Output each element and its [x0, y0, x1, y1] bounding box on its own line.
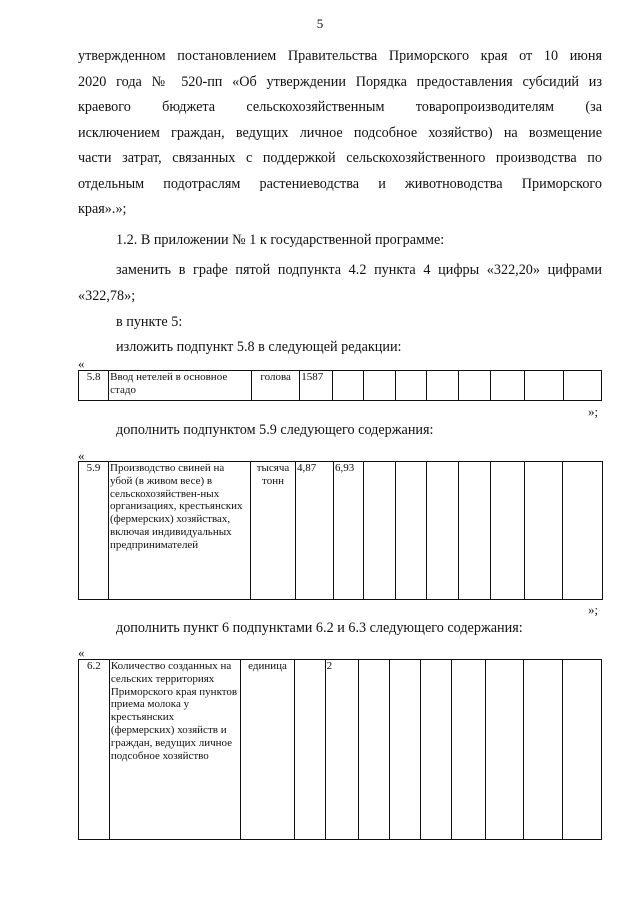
item-1-2: 1.2. В приложении № 1 к государственной программе: — [116, 232, 445, 248]
value-cell — [525, 371, 563, 401]
value-cell — [390, 660, 421, 840]
add-5-9-instruction: дополнить подпунктом 5.9 следующего содержания: — [116, 422, 434, 438]
intro-line: утвержденном постановлением Правительства Приморского края от 10 июня — [78, 48, 602, 64]
value-cell — [485, 660, 523, 840]
intro-line: исключением граждан, ведущих личное подсобное хозяйство) на возмещение — [78, 124, 602, 141]
indicator-name: Количество созданных на сельских территориях Приморского края пунктов приема молока у крестьянских (фермерских) хозяйств и граждан, ведущих личное подсобное хозяйство — [109, 660, 241, 840]
value-cell — [459, 371, 491, 401]
open-quote: « — [78, 448, 85, 463]
value-cell — [427, 462, 459, 600]
indicator-name: Производство свиней на убой (в живом весе) в сельскохозяйствен-ных организациях, крестьянских (фермерских) хозяйствах, включая индивидуальных предпринимателей — [109, 462, 251, 600]
value-cell — [395, 371, 426, 401]
state-5-8-instruction: изложить подпункт 5.8 в следующей редакции: — [116, 339, 402, 355]
value-cell — [459, 462, 491, 600]
value-cell: 1587 — [300, 371, 333, 401]
page-number: 5 — [316, 16, 324, 31]
value-cell: 4,87 — [296, 462, 334, 600]
value-cell — [426, 371, 458, 401]
unit-cell: единица — [241, 660, 294, 840]
value-cell — [523, 660, 562, 840]
in-point-5: в пункте 5: — [116, 314, 183, 330]
value-cell: 6,93 — [334, 462, 364, 600]
replace-line: заменить в графе пятой подпункта 4.2 пункта 4 цифры «322,20» цифрами — [116, 262, 602, 278]
intro-line: края».»; — [78, 201, 127, 217]
value-cell — [359, 660, 390, 840]
table-row — [79, 462, 603, 600]
value-cell — [491, 371, 525, 401]
value-cell — [491, 462, 525, 600]
table-5-8 — [78, 370, 602, 401]
value-cell — [333, 371, 363, 401]
row-number: 6.2 — [79, 660, 110, 840]
open-quote: « — [78, 645, 85, 660]
value-cell — [563, 462, 603, 600]
table-row — [79, 660, 602, 840]
value-cell — [451, 660, 485, 840]
replace-line: «322,78»; — [78, 287, 136, 304]
value-cell — [563, 371, 601, 401]
close-quote: »; — [588, 404, 599, 419]
add-6-2-6-3-instruction: дополнить пункт 6 подпунктами 6.2 и 6.3 следующего содержания: — [116, 620, 523, 636]
value-cell — [396, 462, 427, 600]
value-cell — [364, 462, 396, 600]
intro-line: 2020 года № 520-пп «Об утверждении Порядка предоставления субсидий из — [78, 73, 602, 90]
open-quote: « — [78, 356, 85, 371]
value-cell — [294, 660, 325, 840]
intro-line: краевого бюджета сельскохозяйственным товаропроизводителям (за — [78, 99, 602, 115]
row-number: 5.8 — [79, 371, 109, 401]
table-row — [79, 371, 602, 401]
value-cell — [363, 371, 395, 401]
close-quote: »; — [588, 602, 599, 617]
value-cell — [421, 660, 452, 840]
row-number: 5.9 — [79, 462, 109, 600]
intro-line: отдельным подотраслям растениеводства и животноводства Приморского — [78, 175, 602, 192]
value-cell — [562, 660, 601, 840]
intro-line: части затрат, связанных с поддержкой сельскохозяйственного производства по — [78, 150, 602, 166]
indicator-name: Ввод нетелей в основное стадо — [109, 371, 252, 401]
value-cell — [525, 462, 563, 600]
unit-cell: голова — [251, 371, 299, 401]
unit-cell: тысяча тонн — [251, 462, 296, 600]
table-6-2 — [78, 659, 602, 840]
table-5-9 — [78, 461, 603, 600]
value-cell: 2 — [325, 660, 359, 840]
